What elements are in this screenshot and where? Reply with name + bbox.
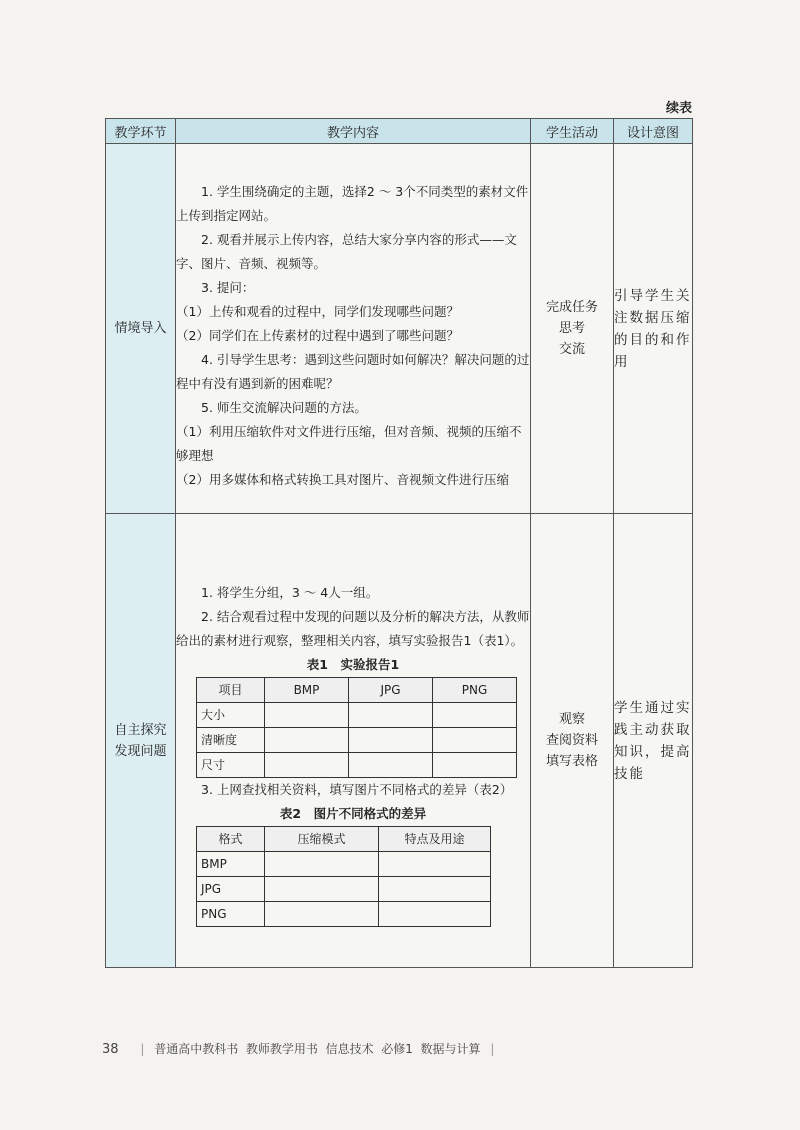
table2-row: [197, 876, 491, 901]
activity-line: 查阅资料: [545, 733, 598, 748]
content-line: （1）利用压缩软件对文件进行压缩，但对音频、视频的压缩不够理想: [176, 423, 522, 463]
content-line: （2）同学们在上传素材的过程中遇到了哪些问题？: [176, 327, 459, 343]
content-line: 5. 师生交流解决问题的方法。: [201, 399, 367, 415]
lesson-plan-table: [105, 118, 693, 968]
table2-header: 压缩模式: [265, 826, 379, 851]
activity-line: 完成任务: [545, 300, 598, 315]
table-header-row: [106, 119, 693, 144]
header-stage: 教学环节: [106, 119, 176, 144]
table-row: [106, 514, 693, 968]
header-activity: 学生活动: [531, 119, 614, 144]
table1-header: PNG: [433, 677, 517, 702]
stage-line: 发现问题: [114, 743, 167, 759]
intent-cell: 引导学生关注数据压缩的目的和作用: [614, 144, 693, 514]
table1-row-label: 尺寸: [197, 752, 265, 777]
content-line: 1. 将学生分组，3 ～ 4人一组。: [201, 584, 379, 600]
footer-item: 必修1: [381, 1042, 413, 1056]
image-format-table: [196, 826, 491, 927]
table1-row-label: 清晰度: [197, 727, 265, 752]
table2-header: 特点及用途: [379, 826, 491, 851]
table1-header: 项目: [197, 677, 265, 702]
table2-row-label: JPG: [197, 876, 265, 901]
content-line: 2. 观看并展示上传内容，总结大家分享内容的形式——文字、图片、音频、视频等。: [176, 231, 517, 271]
content-line: 2. 结合观看过程中发现的问题以及分析的解决方法，从教师给出的素材进行观察，整理相关内容，填写实验报告1（表1）。: [176, 608, 530, 648]
stage-line: 自主探究: [114, 722, 167, 738]
activity-cell: [531, 514, 614, 968]
stage-cell: [106, 514, 176, 968]
page-footer: 38 | 普通高中教科书 教师教学用书 信息技术 必修1 数据与计算 |: [102, 1042, 495, 1057]
continued-label: 续表: [665, 101, 692, 116]
table1-row: [197, 702, 517, 727]
activity-line: 思考: [558, 321, 585, 336]
footer-item: 教师教学用书: [245, 1042, 318, 1056]
table2-header: 格式: [197, 826, 265, 851]
header-intent: 设计意图: [614, 119, 693, 144]
activity-line: 填写表格: [545, 754, 598, 769]
content-line: 1. 学生围绕确定的主题，选择2 ～ 3个不同类型的素材文件上传到指定网站。: [176, 183, 529, 223]
table2-row-label: BMP: [197, 851, 265, 876]
table1-caption: 表1 实验报告1: [306, 656, 400, 672]
activity-cell: [531, 144, 614, 514]
content-line: （2）用多媒体和格式转换工具对图片、音视频文件进行压缩: [176, 471, 509, 487]
stage-cell: 情境导入: [106, 144, 176, 514]
table2-header-row: [197, 826, 491, 851]
footer-item: 普通高中教科书: [154, 1042, 239, 1056]
content-line: 3. 上网查找相关资料，填写图片不同格式的差异（表2）: [201, 781, 513, 797]
table1-header: BMP: [265, 677, 349, 702]
table1-row: [197, 752, 517, 777]
content-line: （1）上传和观看的过程中，同学们发现哪些问题？: [176, 303, 459, 319]
table2-row-label: PNG: [197, 901, 265, 926]
header-content: 教学内容: [176, 119, 531, 144]
footer-item: 数据与计算: [420, 1042, 481, 1056]
table1-header-row: [197, 677, 517, 702]
table1-row-label: 大小: [197, 702, 265, 727]
activity-line: 观察: [558, 712, 585, 727]
content-cell: [176, 514, 531, 968]
experiment-report-table: [196, 677, 517, 778]
table2-row: [197, 851, 491, 876]
intent-cell: 学生通过实践主动获取知识，提高技能: [614, 514, 693, 968]
table2-row: [197, 901, 491, 926]
content-line: 4. 引导学生思考：遇到这些问题时如何解决？解决问题的过程中有没有遇到新的困难呢？: [176, 351, 530, 391]
table1-header: JPG: [349, 677, 433, 702]
table2-caption: 表2 图片不同格式的差异: [279, 805, 427, 821]
content-line: 3. 提问：: [201, 279, 255, 295]
activity-line: 交流: [558, 342, 585, 357]
content-cell: [176, 144, 531, 514]
table-row: [106, 144, 693, 514]
page-number: 38: [102, 1042, 119, 1057]
table1-row: [197, 727, 517, 752]
footer-item: 信息技术: [325, 1042, 374, 1056]
